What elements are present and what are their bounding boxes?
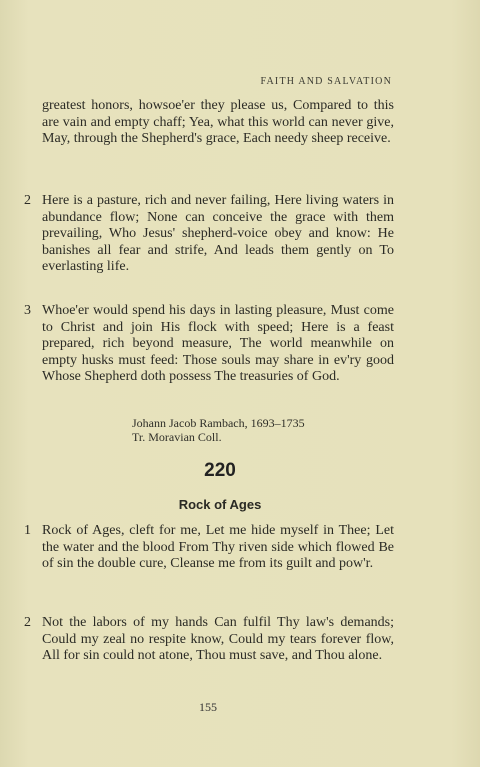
stanza-text: Here is a pasture, rich and never failing, Here living waters in abundance flow; None can conceive the grace with them prevailing, Who Jesus' shepherd-voice obey and know: He banishes all fear and strife, And leads them gently on To everlasting life. [42, 193, 394, 274]
hymn-title: Rock of Ages [178, 497, 262, 512]
stanza-text: Not the labors of my hands Can fulfil Thy law's demands; Could my zeal no respite know, Could my tears forever flow, All for sin could not atone, Thou must save, and Thou alone. [42, 615, 394, 663]
stanza-3 [24, 303, 394, 386]
stanza-number: 2 [24, 193, 31, 208]
continued-stanza [42, 98, 394, 148]
page-number: 155 [199, 700, 217, 714]
stanza-text: Whoe'er would spend his days in lasting pleasure, Must come to Christ and join His flock with speed; Here is a feast prepared, rich beyond measure, The world meanwhile on empty husks must feed: Those souls may share in ev'ry good Whose Shepherd doth possess The treasuries of God. [42, 303, 394, 384]
stanza-number: 2 [24, 615, 31, 630]
hymn-stanza-1 [24, 523, 394, 573]
stanza-text: Rock of Ages, cleft for me, Let me hide myself in Thee; Let the water and the blood From Thy riven side which flowed Be of sin the double cure, Cleanse me from its guilt and pow'r. [42, 523, 394, 571]
hymn-stanza-2 [24, 615, 394, 665]
running-head: FAITH AND SALVATION [260, 76, 392, 87]
attribution-author: Johann Jacob Rambach, 1693–1735 [132, 416, 305, 430]
stanza-number: 1 [24, 523, 31, 538]
hymn-number: 220 [204, 460, 236, 481]
stanza-number: 3 [24, 303, 31, 318]
stanza-2 [24, 193, 394, 276]
stanza-text: greatest honors, howsoe'er they please us, Compared to this are vain and empty chaff; Yea, what this world can never give, May, through the Shepherd's grace, Each needy sheep receive. [42, 98, 394, 146]
attribution-translation: Tr. Moravian Coll. [132, 430, 222, 444]
